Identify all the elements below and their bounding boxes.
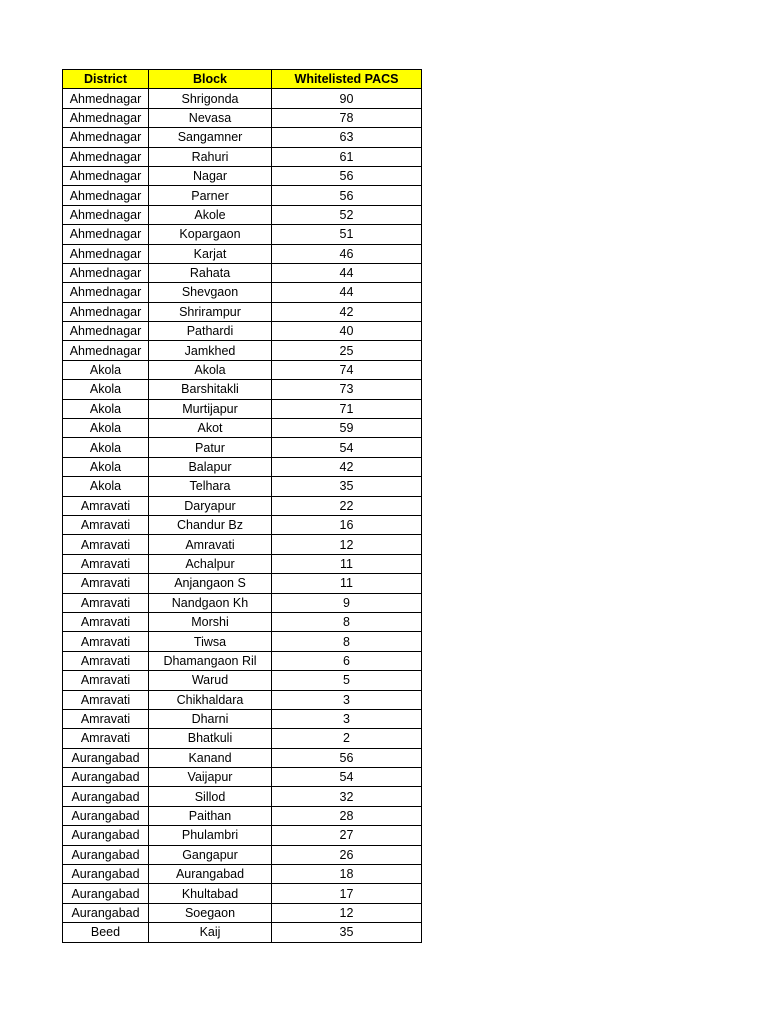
whitelisted-pacs-cell[interactable]: 22	[272, 496, 422, 515]
table-row	[63, 768, 422, 787]
block-cell[interactable]: Parner	[149, 186, 272, 205]
whitelisted-pacs-cell[interactable]: 40	[272, 322, 422, 341]
block-cell[interactable]: Soegaon	[149, 903, 272, 922]
block-cell[interactable]: Sillod	[149, 787, 272, 806]
table-row	[63, 806, 422, 825]
whitelisted-pacs-cell[interactable]: 5	[272, 671, 422, 690]
block-cell[interactable]: Karjat	[149, 244, 272, 263]
district-cell[interactable]: Ahmednagar	[63, 263, 149, 282]
district-cell[interactable]: Amravati	[63, 671, 149, 690]
whitelisted-pacs-cell[interactable]: 17	[272, 884, 422, 903]
district-cell[interactable]: Akola	[63, 477, 149, 496]
table-row	[63, 225, 422, 244]
block-cell[interactable]: Aurangabad	[149, 865, 272, 884]
table-row	[63, 89, 422, 108]
table-row	[63, 554, 422, 573]
block-cell[interactable]: Bhatkuli	[149, 729, 272, 748]
table-row	[63, 205, 422, 224]
district-cell[interactable]: Amravati	[63, 554, 149, 573]
whitelisted-pacs-cell[interactable]: 74	[272, 360, 422, 379]
table-row	[63, 302, 422, 321]
table-row	[63, 419, 422, 438]
block-cell[interactable]: Shrirampur	[149, 302, 272, 321]
block-cell[interactable]: Shrigonda	[149, 89, 272, 108]
district-cell[interactable]: Ahmednagar	[63, 89, 149, 108]
whitelisted-pacs-cell[interactable]: 35	[272, 477, 422, 496]
district-cell[interactable]: Amravati	[63, 729, 149, 748]
block-cell[interactable]: Nevasa	[149, 108, 272, 127]
table-row	[63, 535, 422, 554]
block-cell[interactable]: Pathardi	[149, 322, 272, 341]
whitelisted-pacs-cell[interactable]: 6	[272, 651, 422, 670]
whitelisted-pacs-cell[interactable]: 56	[272, 186, 422, 205]
block-cell[interactable]: Anjangaon S	[149, 574, 272, 593]
column-header-district[interactable]: District	[63, 70, 149, 89]
table-row	[63, 283, 422, 302]
district-cell[interactable]: Aurangabad	[63, 787, 149, 806]
district-cell[interactable]: Ahmednagar	[63, 341, 149, 360]
table-row	[63, 729, 422, 748]
whitelisted-pacs-cell[interactable]: 56	[272, 166, 422, 185]
district-cell[interactable]: Aurangabad	[63, 865, 149, 884]
block-cell[interactable]: Daryapur	[149, 496, 272, 515]
table-row	[63, 166, 422, 185]
district-cell[interactable]: Ahmednagar	[63, 186, 149, 205]
pacs-table	[62, 69, 422, 943]
whitelisted-pacs-cell[interactable]: 73	[272, 380, 422, 399]
block-cell[interactable]: Murtijapur	[149, 399, 272, 418]
table-row	[63, 690, 422, 709]
whitelisted-pacs-cell[interactable]: 71	[272, 399, 422, 418]
district-cell[interactable]: Ahmednagar	[63, 166, 149, 185]
block-cell[interactable]: Amravati	[149, 535, 272, 554]
whitelisted-pacs-cell[interactable]: 63	[272, 128, 422, 147]
table-row	[63, 515, 422, 534]
whitelisted-pacs-cell[interactable]: 78	[272, 108, 422, 127]
table-row	[63, 845, 422, 864]
block-cell[interactable]: Dharni	[149, 709, 272, 728]
whitelisted-pacs-cell[interactable]: 8	[272, 632, 422, 651]
whitelisted-pacs-cell[interactable]: 54	[272, 438, 422, 457]
district-cell[interactable]: Amravati	[63, 612, 149, 631]
table-row	[63, 457, 422, 476]
district-cell[interactable]: Ahmednagar	[63, 225, 149, 244]
whitelisted-pacs-cell[interactable]: 56	[272, 748, 422, 767]
header-row	[63, 70, 422, 89]
block-cell[interactable]: Morshi	[149, 612, 272, 631]
table-row	[63, 438, 422, 457]
district-cell[interactable]: Amravati	[63, 515, 149, 534]
block-cell[interactable]: Vaijapur	[149, 768, 272, 787]
table-row	[63, 263, 422, 282]
whitelisted-pacs-cell[interactable]: 3	[272, 690, 422, 709]
table-body	[63, 89, 422, 942]
block-cell[interactable]: Chandur Bz	[149, 515, 272, 534]
whitelisted-pacs-cell[interactable]: 25	[272, 341, 422, 360]
district-cell[interactable]: Ahmednagar	[63, 147, 149, 166]
block-cell[interactable]: Akot	[149, 419, 272, 438]
district-cell[interactable]: Ahmednagar	[63, 205, 149, 224]
district-cell[interactable]: Amravati	[63, 709, 149, 728]
block-cell[interactable]: Nagar	[149, 166, 272, 185]
block-cell[interactable]: Kaij	[149, 923, 272, 942]
table-row	[63, 574, 422, 593]
district-cell[interactable]: Ahmednagar	[63, 244, 149, 263]
whitelisted-pacs-cell[interactable]: 12	[272, 903, 422, 922]
block-cell[interactable]: Sangamner	[149, 128, 272, 147]
table-row	[63, 147, 422, 166]
district-cell[interactable]: Akola	[63, 399, 149, 418]
table-row	[63, 651, 422, 670]
block-cell[interactable]: Paithan	[149, 806, 272, 825]
whitelisted-pacs-cell[interactable]: 44	[272, 283, 422, 302]
whitelisted-pacs-cell[interactable]: 52	[272, 205, 422, 224]
block-cell[interactable]: Chikhaldara	[149, 690, 272, 709]
whitelisted-pacs-cell[interactable]: 3	[272, 709, 422, 728]
whitelisted-pacs-cell[interactable]: 90	[272, 89, 422, 108]
block-cell[interactable]: Achalpur	[149, 554, 272, 573]
block-cell[interactable]: Kanand	[149, 748, 272, 767]
table-row	[63, 671, 422, 690]
table-row	[63, 108, 422, 127]
table-row	[63, 923, 422, 942]
table-row	[63, 709, 422, 728]
block-cell[interactable]: Tiwsa	[149, 632, 272, 651]
table-row	[63, 865, 422, 884]
district-cell[interactable]: Ahmednagar	[63, 108, 149, 127]
district-cell[interactable]: Aurangabad	[63, 806, 149, 825]
district-cell[interactable]: Aurangabad	[63, 903, 149, 922]
district-cell[interactable]: Akola	[63, 438, 149, 457]
district-cell[interactable]: Ahmednagar	[63, 283, 149, 302]
table-row	[63, 477, 422, 496]
whitelisted-pacs-cell[interactable]: 42	[272, 457, 422, 476]
block-cell[interactable]: Rahata	[149, 263, 272, 282]
district-cell[interactable]: Akola	[63, 419, 149, 438]
district-cell[interactable]: Amravati	[63, 690, 149, 709]
whitelisted-pacs-cell[interactable]: 46	[272, 244, 422, 263]
block-cell[interactable]: Phulambri	[149, 826, 272, 845]
district-cell[interactable]: Beed	[63, 923, 149, 942]
district-cell[interactable]: Amravati	[63, 535, 149, 554]
block-cell[interactable]: Patur	[149, 438, 272, 457]
block-cell[interactable]: Barshitakli	[149, 380, 272, 399]
district-cell[interactable]: Ahmednagar	[63, 322, 149, 341]
district-cell[interactable]: Aurangabad	[63, 768, 149, 787]
district-cell[interactable]: Ahmednagar	[63, 302, 149, 321]
district-cell[interactable]: Aurangabad	[63, 826, 149, 845]
table-row	[63, 496, 422, 515]
block-cell[interactable]: Warud	[149, 671, 272, 690]
whitelisted-pacs-cell[interactable]: 16	[272, 515, 422, 534]
table-row	[63, 380, 422, 399]
block-cell[interactable]: Telhara	[149, 477, 272, 496]
district-cell[interactable]: Aurangabad	[63, 845, 149, 864]
block-cell[interactable]: Akole	[149, 205, 272, 224]
block-cell[interactable]: Gangapur	[149, 845, 272, 864]
whitelisted-pacs-cell[interactable]: 51	[272, 225, 422, 244]
whitelisted-pacs-cell[interactable]: 11	[272, 554, 422, 573]
column-header-whitelisted-pacs[interactable]: Whitelisted PACS	[272, 70, 422, 89]
column-header-block[interactable]: Block	[149, 70, 272, 89]
block-cell[interactable]: Nandgaon Kh	[149, 593, 272, 612]
table-row	[63, 128, 422, 147]
whitelisted-pacs-cell[interactable]: 2	[272, 729, 422, 748]
whitelisted-pacs-cell[interactable]: 27	[272, 826, 422, 845]
table-row	[63, 186, 422, 205]
table-row	[63, 884, 422, 903]
table-row	[63, 399, 422, 418]
block-cell[interactable]: Khultabad	[149, 884, 272, 903]
whitelisted-pacs-cell[interactable]: 32	[272, 787, 422, 806]
table-row	[63, 632, 422, 651]
whitelisted-pacs-cell[interactable]: 54	[272, 768, 422, 787]
district-cell[interactable]: Amravati	[63, 593, 149, 612]
district-cell[interactable]: Akola	[63, 457, 149, 476]
district-cell[interactable]: Amravati	[63, 632, 149, 651]
whitelisted-pacs-cell[interactable]: 59	[272, 419, 422, 438]
table-row	[63, 341, 422, 360]
district-cell[interactable]: Ahmednagar	[63, 128, 149, 147]
block-cell[interactable]: Akola	[149, 360, 272, 379]
whitelisted-pacs-cell[interactable]: 18	[272, 865, 422, 884]
spreadsheet	[62, 69, 422, 943]
whitelisted-pacs-cell[interactable]: 61	[272, 147, 422, 166]
block-cell[interactable]: Shevgaon	[149, 283, 272, 302]
table-row	[63, 826, 422, 845]
whitelisted-pacs-cell[interactable]: 12	[272, 535, 422, 554]
table-row	[63, 360, 422, 379]
whitelisted-pacs-cell[interactable]: 26	[272, 845, 422, 864]
table-row	[63, 593, 422, 612]
table-row	[63, 748, 422, 767]
table-row	[63, 903, 422, 922]
table-row	[63, 244, 422, 263]
district-cell[interactable]: Akola	[63, 380, 149, 399]
district-cell[interactable]: Aurangabad	[63, 884, 149, 903]
district-cell[interactable]: Amravati	[63, 496, 149, 515]
district-cell[interactable]: Aurangabad	[63, 748, 149, 767]
table-row	[63, 612, 422, 631]
block-cell[interactable]: Jamkhed	[149, 341, 272, 360]
table-row	[63, 322, 422, 341]
district-cell[interactable]: Akola	[63, 360, 149, 379]
whitelisted-pacs-cell[interactable]: 9	[272, 593, 422, 612]
block-cell[interactable]: Dhamangaon Ril	[149, 651, 272, 670]
whitelisted-pacs-cell[interactable]: 8	[272, 612, 422, 631]
whitelisted-pacs-cell[interactable]: 44	[272, 263, 422, 282]
whitelisted-pacs-cell[interactable]: 35	[272, 923, 422, 942]
district-cell[interactable]: Amravati	[63, 574, 149, 593]
block-cell[interactable]: Balapur	[149, 457, 272, 476]
district-cell[interactable]: Amravati	[63, 651, 149, 670]
whitelisted-pacs-cell[interactable]: 28	[272, 806, 422, 825]
whitelisted-pacs-cell[interactable]: 11	[272, 574, 422, 593]
table-row	[63, 787, 422, 806]
block-cell[interactable]: Kopargaon	[149, 225, 272, 244]
block-cell[interactable]: Rahuri	[149, 147, 272, 166]
whitelisted-pacs-cell[interactable]: 42	[272, 302, 422, 321]
